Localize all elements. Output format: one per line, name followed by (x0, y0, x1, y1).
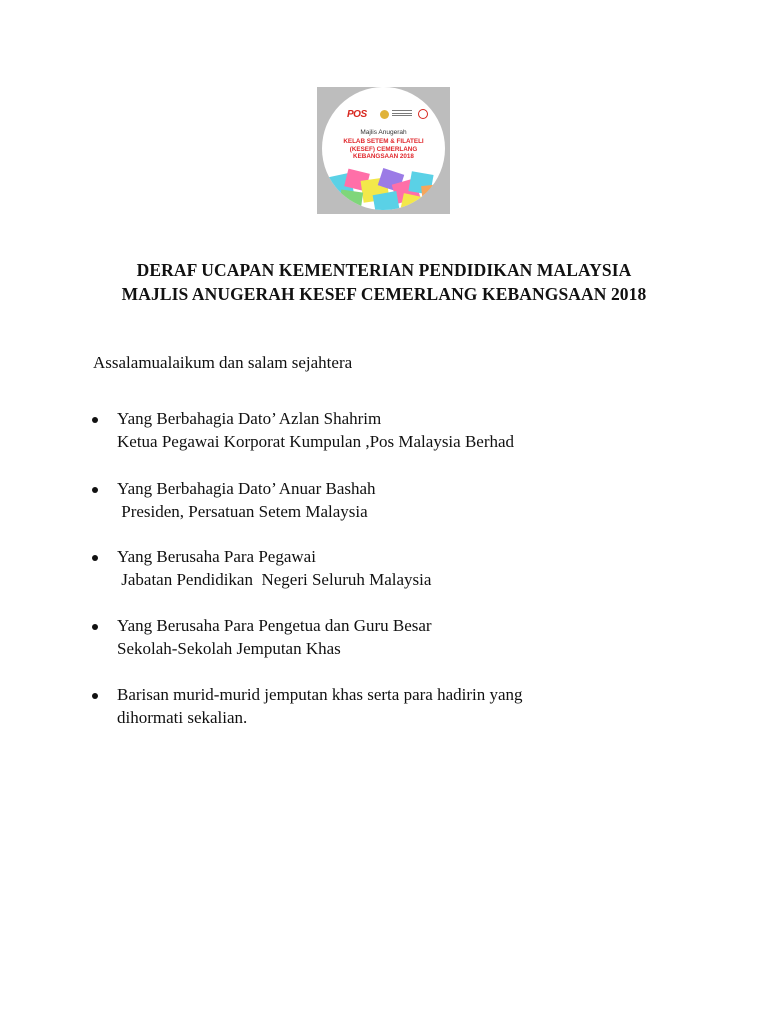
confetti-shape (421, 184, 443, 204)
confetti-shape (373, 191, 400, 210)
salutation-line-1: Yang Berbahagia Dato’ Azlan Shahrim (117, 409, 382, 428)
salutation-line-2: Ketua Pegawai Korporat Kumpulan ,Pos Malaysia Berhad (117, 432, 515, 451)
salutation-line-2: Sekolah-Sekolah Jemputan Khas (117, 639, 341, 658)
logo-subtitle: Majlis Anugerah (360, 129, 407, 136)
salutation-line-1: Yang Berbahagia Dato’ Anuar Bashah (117, 479, 376, 498)
logo-title-line: (KESEF) CEMERLANG (349, 145, 418, 153)
bullet-icon (92, 417, 98, 423)
salutation-line-2: Presiden, Persatuan Setem Malaysia (117, 502, 368, 521)
logo-badge (322, 87, 445, 210)
ministry-text-lines (392, 110, 412, 118)
document-heading-line-1: DERAF UCAPAN KEMENTERIAN PENDIDIKAN MALAYSIA (136, 260, 632, 280)
salutation-line-2: Jabatan Pendidikan Negeri Seluruh Malaysia (117, 570, 432, 589)
ministry-crest-icon (380, 110, 389, 119)
bullet-icon (92, 487, 98, 493)
salutation-line-2: dihormati sekalian. (117, 708, 248, 727)
document-heading-line-2: MAJLIS ANUGERAH KESEF CEMERLANG KEBANGSAAN 2018 (121, 284, 647, 304)
salutation-line-1: Barisan murid-murid jemputan khas serta para hadirin yang (117, 685, 523, 704)
confetti-shape (401, 193, 424, 210)
salutation-line-1: Yang Berusaha Para Pegawai (117, 547, 316, 566)
kesef-emblem-icon (418, 109, 428, 119)
salutation-line-1: Yang Berusaha Para Pengetua dan Guru Besar (117, 616, 432, 635)
logo-title-line: KEBANGSAAN 2018 (353, 153, 414, 161)
logo-title (322, 138, 445, 161)
greeting-text: Assalamualaikum dan salam sejahtera (93, 353, 353, 372)
bullet-icon (92, 693, 98, 699)
logo-title-line: KELAB SETEM & FILATELI (343, 138, 424, 145)
pos-logo: POS (347, 109, 367, 120)
bullet-icon (92, 624, 98, 630)
event-logo (317, 87, 450, 214)
confetti-shape (339, 190, 363, 210)
bullet-icon (92, 555, 98, 561)
sponsor-logos (342, 109, 432, 123)
